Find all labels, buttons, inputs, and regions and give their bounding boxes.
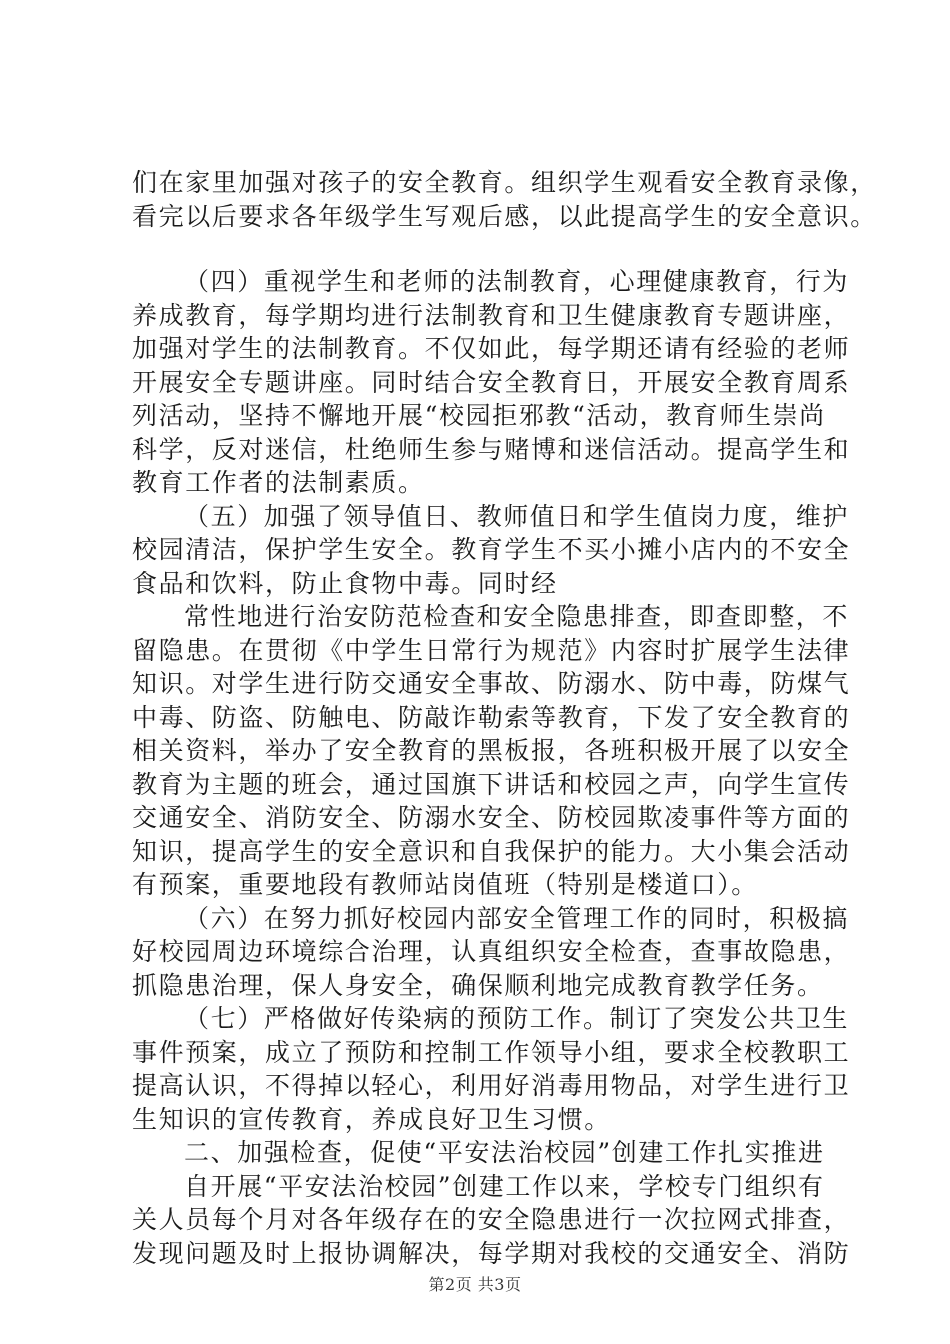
text-line: 事件预案，成立了预防和控制工作领导小组，要求全校教职工 — [132, 1037, 851, 1067]
text-line: 开展安全专题讲座。同时结合安全教育日，开展安全教育周系 — [132, 367, 851, 397]
text-line: 教育为主题的班会，通过国旗下讲话和校园之声，向学生宣传 — [132, 769, 851, 799]
text-line: 知识，提高学生的安全意识和自我保护的能力。大小集会活动 — [132, 836, 851, 866]
page-footer: 第2页 共3页 — [428, 1275, 522, 1294]
text-line: 提高认识，不得掉以轻心，利用好消毒用物品，对学生进行卫 — [132, 1071, 851, 1100]
text-line: 加强对学生的法制教育。不仅如此，每学期还请有经验的老师 — [132, 334, 851, 363]
text-line: 关人员每个月对各年级存在的安全隐患进行一次拉网式排查， — [132, 1205, 851, 1234]
text-line: （四）重视学生和老师的法制教育，心理健康教育，行为 — [184, 267, 850, 296]
text-line: 生知识的宣传教育，养成良好卫生习惯。 — [132, 1104, 611, 1134]
text-line: 自开展“平安法治校园”创建工作以来，学校专门组织有 — [184, 1171, 825, 1201]
text-line: （五）加强了领导值日、教师值日和学生值岗力度，维护 — [184, 501, 850, 531]
text-line: 列活动，坚持不懈地开展“校园拒邪教“活动，教育师生崇尚 — [132, 401, 826, 430]
text-line: 校园清洁，保护学生安全。教育学生不买小摊小店内的不安全 — [132, 535, 851, 564]
text-line: 们在家里加强对孩子的安全教育。组织学生观看安全教育录像， — [132, 168, 877, 197]
text-line: 留隐患。在贯彻《中学生日常行为规范》内容时扩展学生法律 — [132, 635, 851, 665]
text-line: 有预案，重要地段有教师站岗值班（特别是楼道口）。 — [132, 870, 758, 899]
text-line: 相关资料，举办了安全教育的黑板报，各班积极开展了以安全 — [132, 736, 851, 765]
text-line: 交通安全、消防安全、防溺水安全、防校园欺凌事件等方面的 — [132, 803, 851, 832]
text-line: 二、加强检查，促使“平安法治校园”创建工作扎实推进 — [184, 1138, 825, 1167]
text-line: 养成教育，每学期均进行法制教育和卫生健康教育专题讲座， — [132, 300, 851, 330]
text-line: 看完以后要求各年级学生写观后感，以此提高学生的安全意识。 — [132, 201, 877, 231]
text-line: 教育工作者的法制素质。 — [132, 468, 425, 497]
document-body — [132, 265, 851, 1270]
text-line: （七）严格做好传染病的预防工作。制订了突发公共卫生 — [184, 1004, 850, 1033]
text-line: 好校园周边环境综合治理，认真组织安全检查，查事故隐患， — [132, 937, 851, 966]
text-line: （六）在努力抓好校园内部安全管理工作的同时，积极搞 — [184, 903, 850, 933]
text-line: 知识。对学生进行防交通安全事故、防溺水、防中毒，防煤气 — [132, 669, 851, 698]
paragraph-continuation — [132, 166, 877, 233]
text-line: 抓隐患治理，保人身安全，确保顺利地完成教育教学任务。 — [132, 970, 824, 1000]
text-line: 科学，反对迷信，杜绝师生参与赌博和迷信活动。提高学生和 — [132, 434, 851, 464]
text-line: 常性地进行治安防范检查和安全隐患排查，即查即整，不 — [184, 602, 850, 631]
text-line: 中毒、防盗、防触电、防敲诈勒索等教育，下发了安全教育的 — [132, 702, 851, 732]
text-line: 发现问题及时上报协调解决，每学期对我校的交通安全、消防 — [132, 1238, 851, 1268]
text-line: 食品和饮料，防止食物中毒。同时经 — [132, 568, 558, 598]
